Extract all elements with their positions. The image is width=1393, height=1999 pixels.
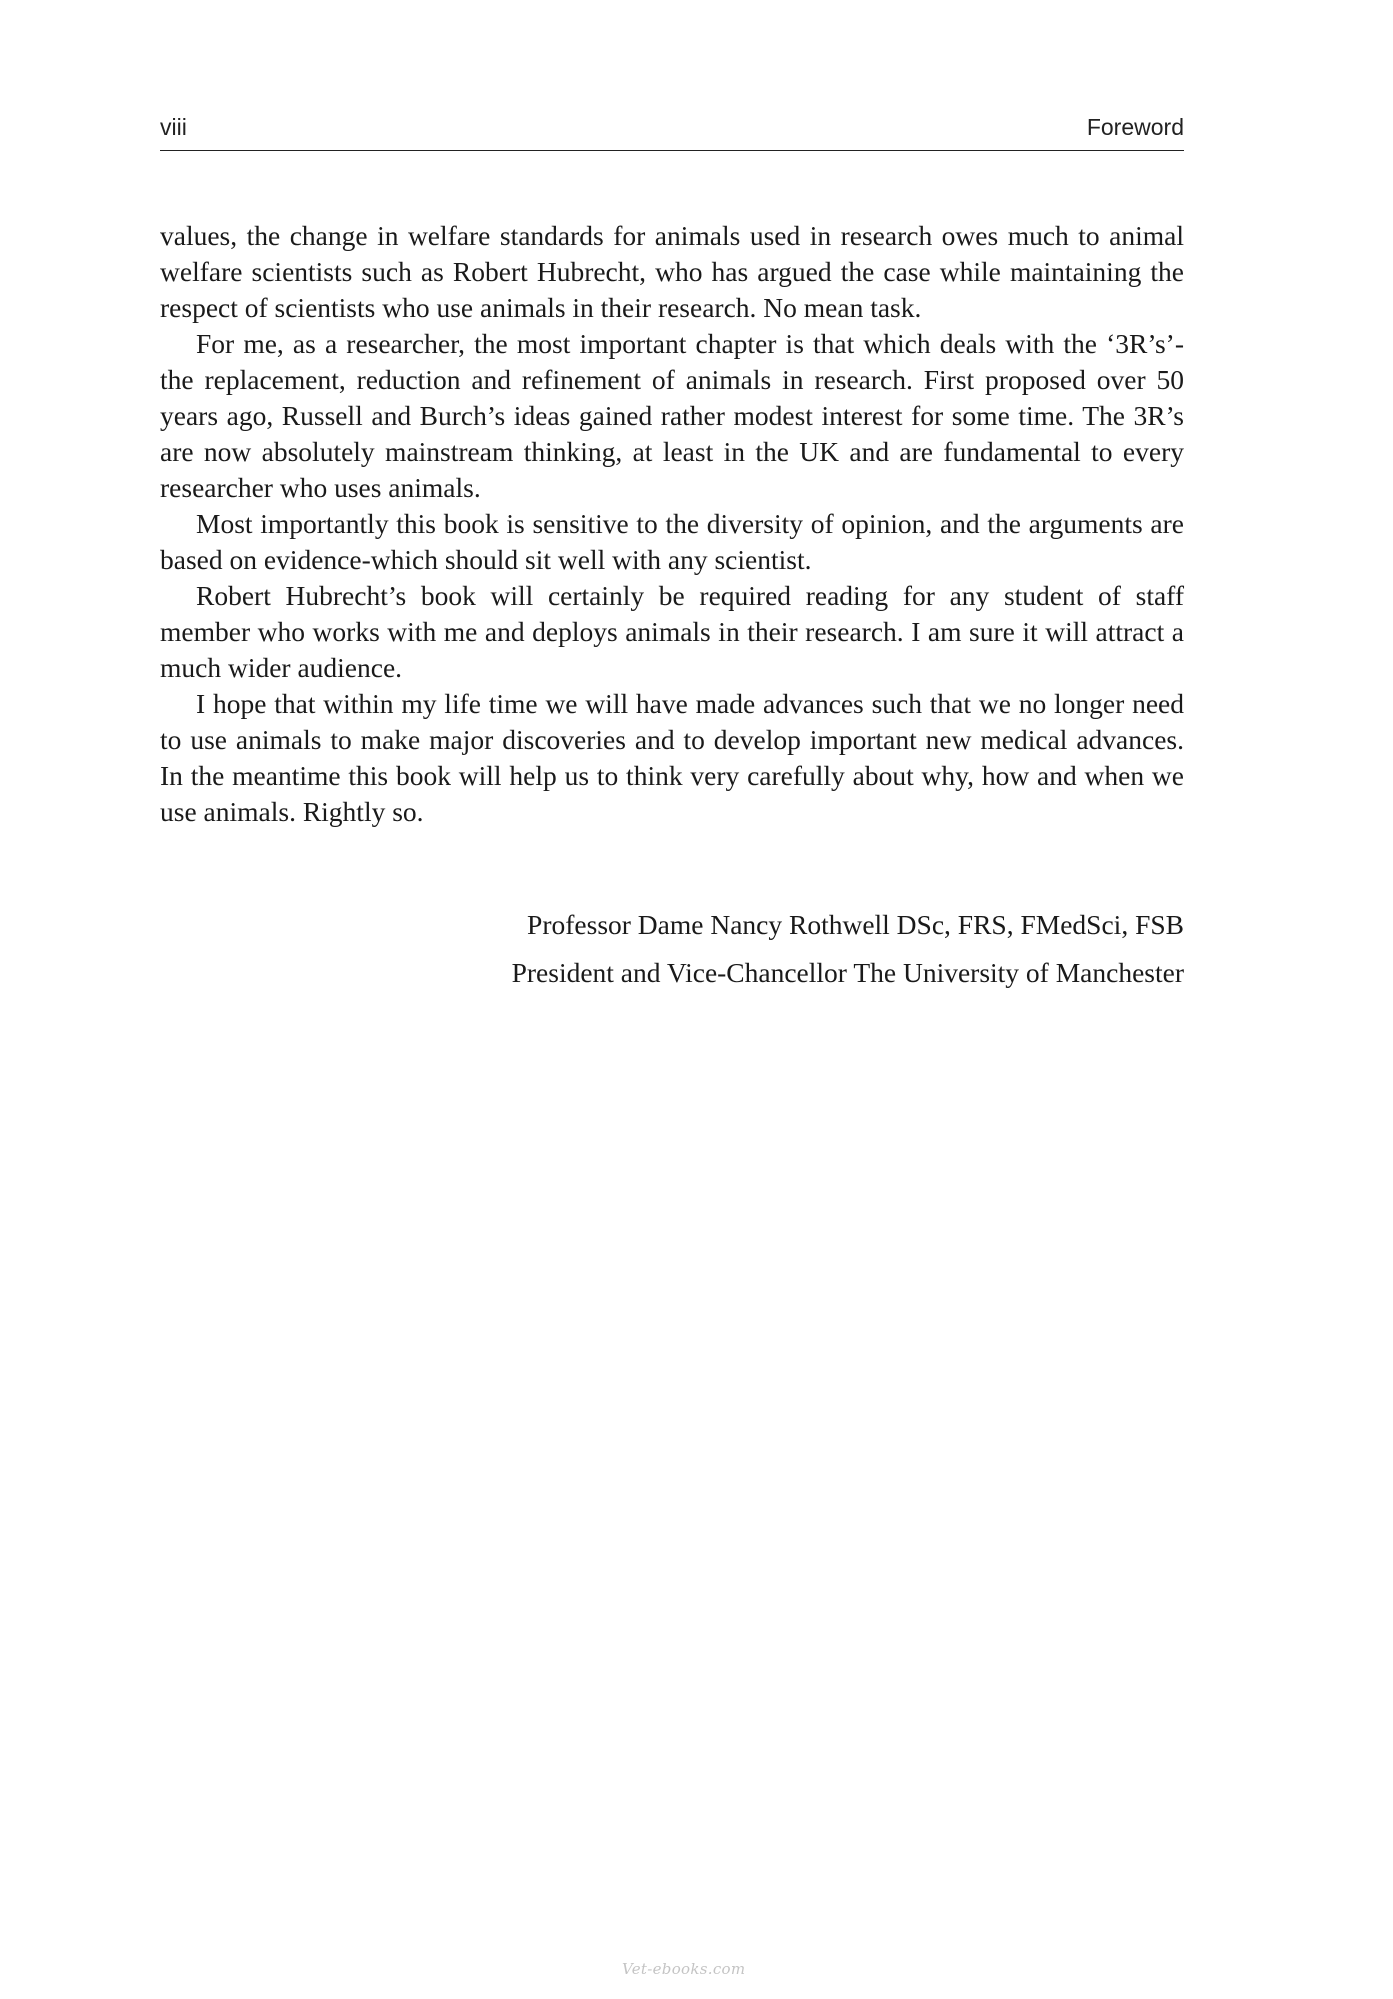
running-header [160,108,1184,151]
paragraph-future-hope: I hope that within my life time we will have made advances such that we no longer need to use animals to make major discoveries and to develop important new medical advances. In the meantime this book will help us to think very carefully about why, how and when we use animals. Rightly so. [160,688,1184,827]
paragraph-3rs: For me, as a researcher, the most important chapter is that which deals with the ‘3R’s’- the replacement, reduction and refinement of animals in research. First proposed over 50 years ago, Russell and Burch’s ideas gained rather modest interest for some time. The 3R’s are now absolutely mainstream thinking, at least in the UK and are fundamental to every researcher who uses animals. [160,328,1184,503]
watermark: Vet-ebooks.com [622,1960,746,1978]
signature-block [512,901,1184,997]
foreword-body [160,218,1184,830]
paragraph-continuation: values, the change in welfare standards for animals used in research owes much to animal welfare scientists such as Robert Hubrecht, who has argued the case while maintaining the respect of scientists who use animals in their research. No mean task. [160,220,1184,323]
signature-name: Professor Dame Nancy Rothwell DSc, FRS, FMedSci, FSB [527,909,1184,940]
paragraph-required-reading: Robert Hubrecht’s book will certainly be required reading for any student of staff member who works with me and deploys animals in their research. I am sure it will attract a much wider audience. [160,580,1184,683]
page-number: viii [160,114,187,140]
paragraph-diversity-of-opinion: Most importantly this book is sensitive to the diversity of opinion, and the arguments are based on evidence-which should sit well with any scientist. [160,508,1184,575]
section-title: Foreword [1086,114,1184,140]
signature-title: President and Vice-Chancellor The University of Manchester [511,957,1184,988]
